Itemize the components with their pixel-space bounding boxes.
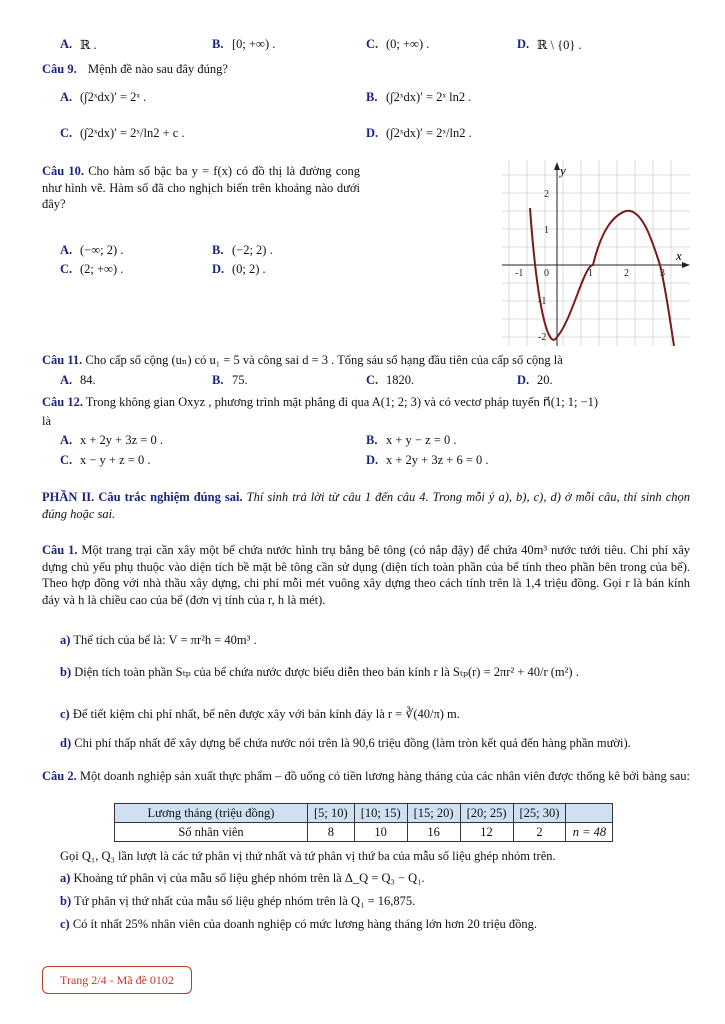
- p2q1-c-label: c): [60, 707, 70, 721]
- part2-instructions: Thí sinh trả lời từ câu 1 đến câu 4. Trong mỗi ý a), b), c), d) ở mỗi câu, thí sinh chọn đúng hoặc sai.: [42, 490, 690, 521]
- table-cell: n = 48: [566, 823, 613, 842]
- q9-text: Mệnh đề nào sau đây đúng?: [88, 62, 228, 76]
- y-tick-1: 1: [544, 225, 549, 236]
- q12-text: Trong không gian Oxyz , phương trình mặt phẳng đi qua A(1; 2; 3) và có vectơ pháp tuyến n⃗(1; 1; −1): [85, 395, 599, 409]
- q10-c: (2; +∞) .: [80, 262, 124, 276]
- x-tick-3: 3: [660, 268, 665, 279]
- p2q2-label: Câu 2.: [42, 769, 77, 783]
- page-footer: Trang 2/4 - Mã đề 0102: [42, 966, 192, 994]
- q11-a-label: A.: [60, 373, 73, 387]
- q11-c: 1820.: [386, 373, 415, 387]
- x-tick-0: 0: [544, 268, 549, 279]
- q9-label: Câu 9.: [42, 62, 77, 76]
- q12-a-label: A.: [60, 433, 73, 447]
- q10-label: Câu 10.: [42, 164, 85, 178]
- p2q2-text: Một doanh nghiệp sản xuất thực phẩm – đồ uống có tiền lương hàng tháng của các nhân viên được thống kê bởi bảng sau:: [79, 769, 691, 783]
- table-head: [25; 30): [513, 804, 566, 823]
- q11-b-label: B.: [212, 373, 224, 387]
- p2q1-b: Diện tích toàn phần Sₜₚ của bể chứa nước được biểu diễn theo bán kính r là Sₜₚ(r) = 2πr² + 40/r (m²) .: [74, 665, 579, 679]
- q12-a: x + 2y + 3z = 0 .: [80, 433, 163, 447]
- x-tick-neg1: -1: [515, 268, 524, 279]
- p2q2-intro: Gọi Q₁, Q₃ lần lượt là các tứ phân vị thứ nhất và tứ phân vị thứ ba của mẫu số liệu ghép nhóm trên.: [60, 849, 556, 863]
- q10-a: (−∞; 2) .: [80, 243, 124, 257]
- p2q1-b-label: b): [60, 665, 72, 679]
- q10-b: (−2; 2) .: [232, 243, 273, 257]
- p2q1-text: Một trang trại cần xây một bể chứa nước hình trụ bằng bê tông (có nắp đậy) để chứa 40m³ nước tưới tiêu. Chi phí xây dựng chủ yếu phụ thuộc vào diện tích bề mặt bê tông cần sử dụng (diện tích toàn phần của bể tính theo phần bên trong của bể). Theo hợp đồng với nhà thầu xây dựng, chi phí mỗi mét vuông xây dựng theo cách tính trên là 1,4 triệu đồng. Gọi r là bán kính đáy và h là chiều cao của bể (đơn vị tính của r, h là mét).: [42, 543, 691, 607]
- q8-opt-b-label: B.: [212, 37, 224, 51]
- q11-text: Cho cấp số cộng (uₙ) có u₁ = 5 và công sai d = 3 . Tổng sáu số hạng đầu tiên của cấp số cộng là: [85, 353, 563, 367]
- table-head: [20; 25): [460, 804, 513, 823]
- table-cell: 12: [460, 823, 513, 842]
- q8-opt-a: ℝ .: [80, 38, 97, 52]
- p2q1-label: Câu 1.: [42, 543, 78, 557]
- p2q2-b-label: b): [60, 894, 72, 908]
- p2q1-a-label: a): [60, 633, 71, 647]
- q8-opt-b: [0; +∞) .: [232, 37, 276, 51]
- q10-c-label: C.: [60, 262, 73, 276]
- p2q1-d: Chi phí thấp nhất để xây dựng bể chứa nước nói trên là 90,6 triệu đồng (làm tròn kết quả đến hàng phần mười).: [74, 736, 631, 750]
- p2q1-a: Thể tích của bể là: V = πr²h = 40m³ .: [73, 633, 257, 647]
- table-cell: 10: [354, 823, 407, 842]
- q12-b-label: B.: [366, 433, 378, 447]
- q12-label: Câu 12.: [42, 395, 83, 409]
- q8-opt-a-label: A.: [60, 37, 73, 51]
- q10-d: (0; 2) .: [232, 262, 266, 276]
- q11-d: 20.: [537, 373, 553, 387]
- q12-c: x − y + z = 0 .: [80, 453, 151, 467]
- x-label: x: [676, 248, 682, 263]
- table-head: [5; 10): [308, 804, 355, 823]
- y-tick-neg2: -2: [538, 332, 547, 343]
- q11-d-label: D.: [517, 373, 530, 387]
- table-head: [10; 15): [354, 804, 407, 823]
- table-cell: 8: [308, 823, 355, 842]
- q9-d-label: D.: [366, 126, 379, 140]
- q10-d-label: D.: [212, 262, 225, 276]
- q10-b-label: B.: [212, 243, 224, 257]
- y-label: y: [560, 163, 566, 178]
- q8-opt-d: ℝ \ {0} .: [537, 38, 582, 52]
- q12-text2: là: [42, 414, 52, 428]
- q10-a-label: A.: [60, 243, 73, 257]
- part2-title: PHẦN II. Câu trắc nghiệm đúng sai.: [42, 490, 243, 504]
- q8-opt-d-label: D.: [517, 37, 530, 51]
- y-tick-2: 2: [544, 189, 549, 200]
- q9-d: (∫2ˣdx)′ = 2ˣ/ln2 .: [386, 126, 472, 140]
- p2q2-a-label: a): [60, 871, 71, 885]
- p2q2-c: Có ít nhất 25% nhân viên của doanh nghiệp có mức lương hàng tháng lớn hơn 20 triệu đồng.: [72, 917, 538, 931]
- table-head: [15; 20): [407, 804, 460, 823]
- q12-d-label: D.: [366, 453, 379, 467]
- q9-a: (∫2ˣdx)′ = 2ˣ .: [80, 90, 147, 104]
- q11-b: 75.: [232, 373, 248, 387]
- y-tick-neg1: -1: [538, 296, 547, 307]
- q9-a-label: A.: [60, 90, 73, 104]
- q11-c-label: C.: [366, 373, 379, 387]
- salary-table: [114, 803, 613, 842]
- table-head: [566, 804, 613, 823]
- p2q2-a: Khoảng tứ phân vị của mẫu số liệu ghép nhóm trên là Δ_Q = Q₃ − Q₁.: [73, 871, 425, 885]
- table-head: Lương tháng (triệu đồng): [115, 804, 308, 823]
- q10-text: Cho hàm số bậc ba y = f(x) có đồ thị là đường cong như hình vẽ. Hàm số đã cho nghịch biến trên khoảng nào dưới đây?: [42, 164, 360, 211]
- p2q1-d-label: d): [60, 736, 72, 750]
- q9-c: (∫2ˣdx)′ = 2ˣ/ln2 + c .: [80, 126, 185, 140]
- p2q1-c: Để tiết kiệm chi phí nhất, bể nên được xây với bán kính đáy là r = ∛(40/π) m.: [72, 707, 460, 721]
- q8-opt-c-label: C.: [366, 37, 379, 51]
- x-tick-2: 2: [624, 268, 629, 279]
- table-cell: Số nhân viên: [115, 823, 308, 842]
- table-cell: 2: [513, 823, 566, 842]
- x-tick-1: 1: [588, 268, 593, 279]
- q12-c-label: C.: [60, 453, 73, 467]
- q8-opt-c: (0; +∞) .: [386, 37, 430, 51]
- q12-d: x + 2y + 3z + 6 = 0 .: [386, 453, 489, 467]
- q11-a: 84.: [80, 373, 96, 387]
- q9-b: (∫2ˣdx)′ = 2ˣ ln2 .: [386, 90, 472, 104]
- p2q2-b: Tứ phân vị thứ nhất của mẫu số liệu ghép nhóm trên là Q₁ = 16,875.: [74, 894, 416, 908]
- q9-c-label: C.: [60, 126, 73, 140]
- q12-b: x + y − z = 0 .: [386, 433, 457, 447]
- table-cell: 16: [407, 823, 460, 842]
- q9-b-label: B.: [366, 90, 378, 104]
- p2q2-c-label: c): [60, 917, 70, 931]
- cubic-graph: [502, 160, 690, 346]
- q11-label: Câu 11.: [42, 353, 83, 367]
